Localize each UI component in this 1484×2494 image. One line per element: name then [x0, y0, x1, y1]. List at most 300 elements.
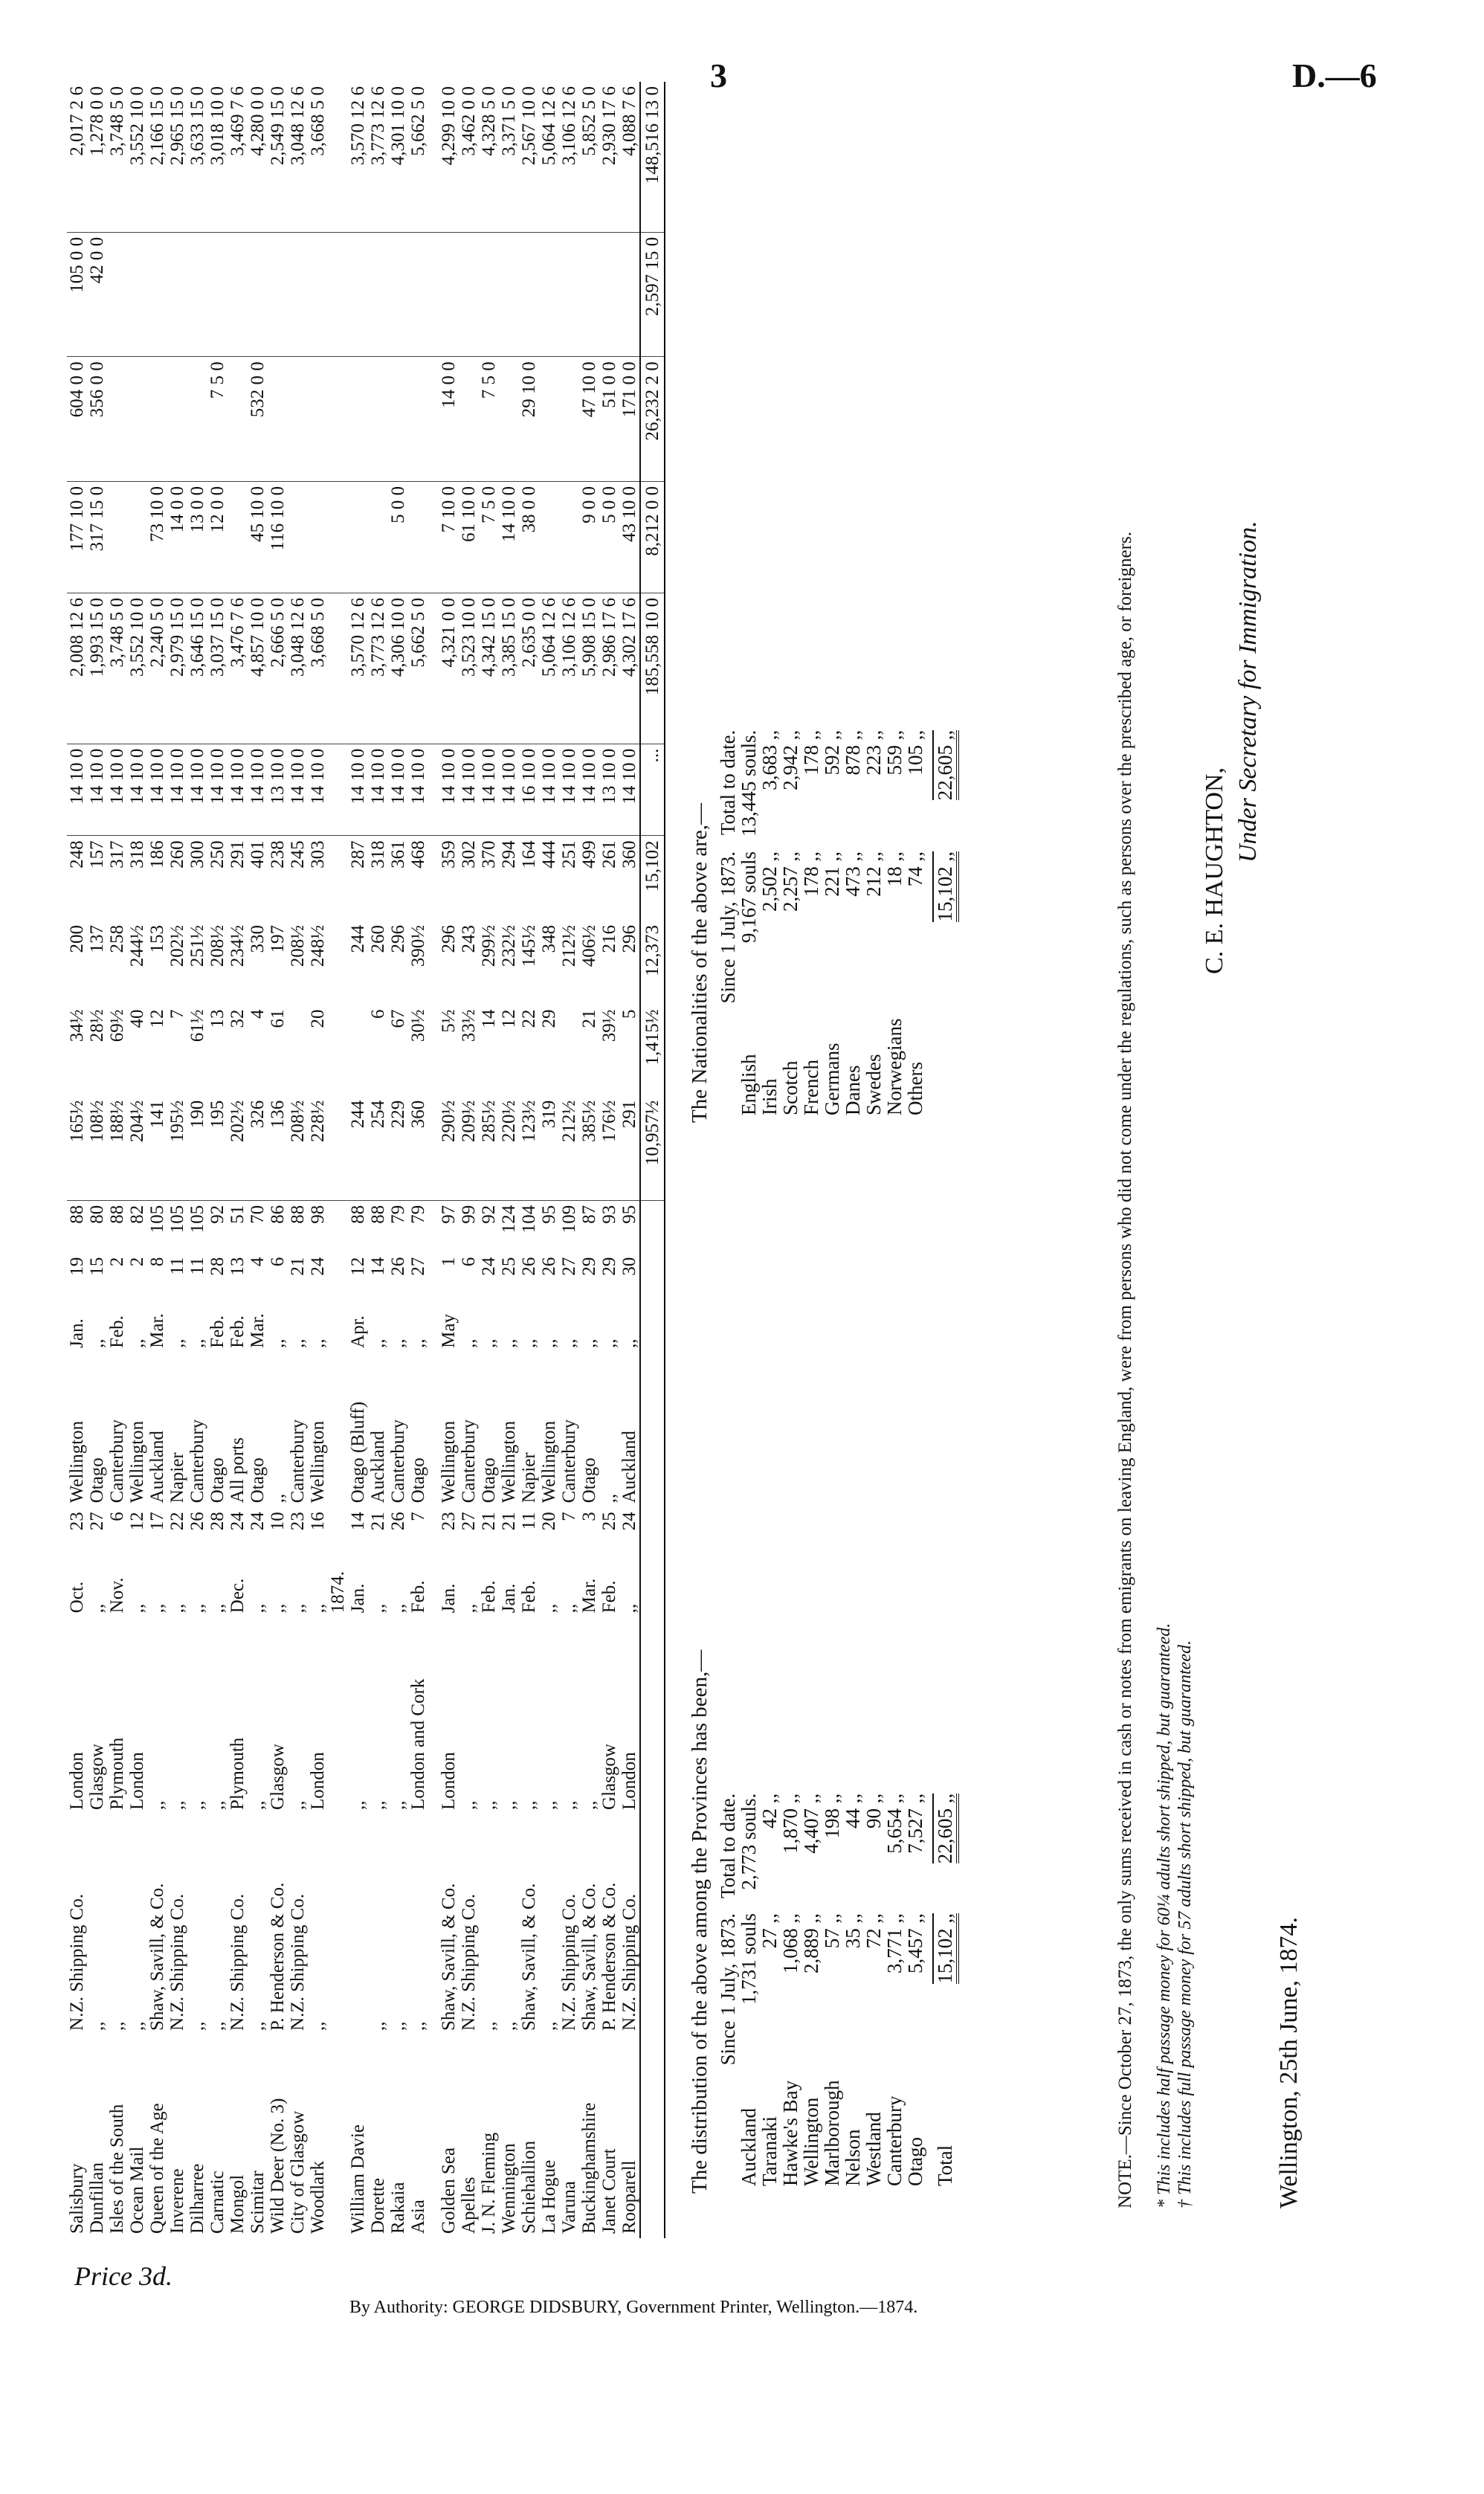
- cell-dest: Wellington: [67, 1420, 87, 1504]
- cell-ship: [328, 2035, 348, 2238]
- cell-c4: 444: [539, 840, 559, 869]
- cell-c1: 165½: [67, 1096, 87, 1201]
- cell-r1: 13 10 0: [599, 744, 619, 836]
- cell-am: ,,: [519, 1338, 539, 1348]
- cell-am: ,,: [599, 1338, 619, 1348]
- cell-agent: ,,: [308, 2021, 328, 2031]
- cell-sdd: 27: [87, 1512, 107, 1531]
- cell-c4: [328, 836, 348, 921]
- table-row: [368, 82, 388, 2238]
- cell-r1: 14 10 0: [539, 744, 559, 836]
- cell-c1: 254: [368, 1096, 388, 1201]
- cell-r5: [368, 232, 388, 357]
- cell-sd: ,,: [248, 1603, 268, 1614]
- table-row: [308, 82, 328, 2238]
- cell-ship: Dilharree: [187, 2163, 207, 2234]
- cell-dest: Otago: [207, 1457, 228, 1504]
- total-r6: 148,516 13 0: [640, 82, 665, 232]
- cell-r3: 13 0 0: [187, 481, 207, 593]
- cell-r5: [559, 232, 579, 357]
- cell-r2: 4,342 15 0: [479, 593, 499, 744]
- cell-r1: 14 10 0: [288, 744, 308, 836]
- table-row: [207, 82, 228, 2238]
- cell-days: 124: [499, 1205, 519, 1234]
- cell-r6: 3,773 12 6: [368, 82, 388, 232]
- distribution-header-row: [717, 1786, 738, 2194]
- cell-ship: Carnatic: [207, 2171, 228, 2234]
- distribution-total_since: [926, 1906, 955, 2073]
- distribution-row: [738, 1786, 759, 2194]
- nationalities-since: 2,502 ,,: [758, 851, 781, 912]
- cell-am: ,,: [187, 1338, 207, 1348]
- cell-c4: 164: [519, 840, 539, 869]
- distribution-row: [905, 1786, 926, 2194]
- cell-r4: 356 0 0: [87, 357, 107, 482]
- cell-sdd: 21: [479, 1512, 499, 1531]
- signatory-title: Under Secretary for Immigration.: [1234, 521, 1262, 863]
- cell-port: [428, 1617, 439, 1814]
- cell-dest: Auckland: [147, 1431, 167, 1504]
- cell-c3: 251½: [187, 925, 207, 967]
- page-reference: D.—6: [1292, 57, 1377, 94]
- distribution-title: The distribution of the above among the Provinces has been,—: [688, 1649, 712, 2194]
- cell-c1: 108½: [87, 1096, 107, 1201]
- cell-r4: [539, 357, 559, 482]
- cell-sd: Feb.: [599, 1580, 619, 1614]
- cell-r6: 3,633 15 0: [187, 82, 207, 232]
- distribution-total_total: [926, 1786, 955, 1906]
- distribution-row: [884, 1786, 905, 2194]
- distribution-row: [759, 1786, 780, 2194]
- cell-days: 88: [67, 1205, 87, 1224]
- cell-r3: [127, 481, 147, 593]
- cell-r4: [147, 357, 167, 482]
- table-row: [619, 82, 640, 2238]
- nationalities-total: 13,445 souls.: [738, 729, 760, 837]
- cell-c1: 136: [268, 1096, 288, 1201]
- cell-r1: 13 10 0: [268, 744, 288, 836]
- cell-ship: Scimitar: [248, 2171, 268, 2234]
- cell-c1: 360: [408, 1096, 428, 1201]
- cell-days: 88: [368, 1205, 388, 1224]
- distribution-row: [863, 1786, 884, 2194]
- total-r1: ...: [640, 744, 665, 836]
- cell-r6: 3,371 5 0: [499, 82, 519, 232]
- cell-port: London: [127, 1752, 147, 1810]
- cell-ad: 14: [368, 1257, 388, 1276]
- cell-ship: J. N. Fleming: [479, 2132, 499, 2234]
- cell-days: 92: [207, 1205, 228, 1224]
- cell-r2: 3,748 5 0: [107, 593, 127, 744]
- cell-c3: 212½: [559, 925, 579, 967]
- nationalities-row: [801, 723, 822, 1123]
- cell-r1: 14 10 0: [67, 744, 87, 836]
- cell-agent: N.Z. Shipping Co.: [619, 1893, 639, 2031]
- cell-r1: [428, 744, 439, 836]
- cell-r2: 2,008 12 6: [67, 593, 87, 744]
- cell-r4: 604 0 0: [67, 357, 87, 482]
- distribution-name: Wellington: [800, 2097, 822, 2186]
- cell-c3: 200: [67, 925, 87, 953]
- cell-ship: City of Glasgow: [288, 2110, 308, 2234]
- nationalities-total: 223 ,,: [862, 729, 885, 776]
- cell-r6: 4,280 0 0: [248, 82, 268, 232]
- cell-c3: 299½: [479, 925, 499, 967]
- cell-ship: Rooparell: [619, 2160, 639, 2234]
- total-sd: [640, 1546, 665, 1617]
- cell-c1: 228½: [308, 1096, 328, 1201]
- cell-r6: 3,106 12 6: [559, 82, 579, 232]
- cell-c4: 300: [187, 840, 207, 869]
- cell-r6: 2,549 15 0: [268, 82, 288, 232]
- cell-days: [428, 1200, 439, 1252]
- cell-c4: 245: [288, 840, 308, 869]
- table-row: [579, 82, 599, 2238]
- cell-r2: 4,321 0 0: [439, 593, 459, 744]
- nationalities-total: 178 ,,: [800, 729, 822, 776]
- cell-days: 88: [288, 1205, 308, 1224]
- printer-line: By Authority: GEORGE DIDSBURY, Government Printer, Wellington.—1874.: [349, 2298, 918, 2317]
- cell-r1: 14 10 0: [187, 744, 207, 836]
- cell-r3: 14 10 0: [499, 481, 519, 593]
- cell-sd: ,,: [288, 1603, 308, 1614]
- cell-agent: P. Henderson & Co.: [599, 1882, 619, 2031]
- cell-c2: 29: [539, 1009, 559, 1028]
- cell-agent: ,,: [207, 2021, 228, 2031]
- cell-r4: [499, 357, 519, 482]
- cell-c2: 22: [519, 1009, 539, 1028]
- cell-c1: 141: [147, 1096, 167, 1201]
- cell-ad: 19: [67, 1257, 87, 1276]
- cell-r4: [268, 357, 288, 482]
- cell-r5: [579, 232, 599, 357]
- cell-ship: Rakaia: [388, 2182, 408, 2234]
- cell-sd: [428, 1546, 439, 1617]
- cell-c3: 330: [248, 925, 268, 953]
- cell-sd: Jan.: [348, 1583, 368, 1614]
- cell-sdd: 21: [368, 1512, 388, 1531]
- cell-r2: 3,037 15 0: [207, 593, 228, 744]
- cell-c2: 34½: [67, 1009, 87, 1043]
- cell-c2: 69½: [107, 1009, 127, 1043]
- cell-am: ,,: [499, 1338, 519, 1348]
- cell-r2: 3,570 12 6: [348, 593, 368, 744]
- cell-c2: 12: [499, 1009, 519, 1028]
- cell-r6: 2,930 17 6: [599, 82, 619, 232]
- cell-c4: 302: [459, 840, 479, 869]
- nationalities-blank: [926, 1011, 955, 1123]
- cell-sdd: 23: [288, 1512, 308, 1531]
- cell-port: ,,: [579, 1800, 599, 1810]
- table-row: [87, 82, 107, 2238]
- cell-r4: [408, 357, 428, 482]
- cell-days: 97: [439, 1205, 459, 1224]
- cell-am: Jan.: [67, 1318, 87, 1348]
- cell-r5: [308, 232, 328, 357]
- cell-r6: 4,299 10 0: [439, 82, 459, 232]
- cell-days: 105: [147, 1205, 167, 1234]
- cell-c2: 33½: [459, 1009, 479, 1043]
- table-row: [459, 82, 479, 2238]
- cell-r4: 47 10 0: [579, 357, 599, 482]
- cell-sd: ,,: [268, 1603, 288, 1614]
- cell-r3: 7 10 0: [439, 481, 459, 593]
- cell-r1: 14 10 0: [127, 744, 147, 836]
- table-row: [127, 82, 147, 2238]
- cell-agent: ,,: [499, 2021, 519, 2031]
- table-row: [539, 82, 559, 2238]
- cell-r3: 61 10 0: [459, 481, 479, 593]
- cell-sd: ,,: [539, 1603, 559, 1614]
- distribution-total: 90 ,,: [862, 1793, 885, 1828]
- cell-sd: ,,: [187, 1603, 207, 1614]
- cell-ad: 30: [619, 1257, 639, 1276]
- cell-am: ,,: [539, 1338, 559, 1348]
- cell-c1: 212½: [559, 1096, 579, 1201]
- cell-r2: 2,979 15 0: [167, 593, 187, 744]
- cell-sd: Jan.: [439, 1583, 459, 1614]
- cell-c4: 261: [599, 840, 619, 869]
- cell-ad: 29: [599, 1257, 619, 1276]
- cell-r4: 7 5 0: [479, 357, 499, 482]
- cell-agent: ,,: [87, 2021, 107, 2031]
- cell-port: Glasgow: [268, 1744, 288, 1810]
- distribution-total: 44 ,,: [842, 1793, 864, 1828]
- cell-days: 109: [559, 1205, 579, 1234]
- cell-c3: 244½: [127, 925, 147, 967]
- cell-c3: 153: [147, 925, 167, 953]
- cell-r5: [388, 232, 408, 357]
- cell-r5: [408, 232, 428, 357]
- cell-c3: 197: [268, 925, 288, 953]
- cell-r2: 5,908 15 0: [579, 593, 599, 744]
- cell-ad: [428, 1253, 439, 1292]
- cell-port: ,,: [539, 1800, 559, 1810]
- cell-r6: [328, 82, 348, 232]
- cell-c4: 186: [147, 840, 167, 869]
- nationalities-name: English: [738, 1054, 760, 1115]
- cell-am: May: [439, 1314, 459, 1348]
- distribution-since: 1,068 ,,: [779, 1913, 801, 1974]
- cell-r4: [388, 357, 408, 482]
- table-row: [107, 82, 127, 2238]
- cell-r1: 14 10 0: [348, 744, 368, 836]
- table-row: [559, 82, 579, 2238]
- cell-sdd: 23: [67, 1512, 87, 1531]
- cell-agent: N.Z. Shipping Co.: [228, 1893, 248, 2031]
- nationalities-name: Others: [904, 1062, 926, 1115]
- cell-am: ,,: [479, 1338, 499, 1348]
- cell-sd: ,,: [559, 1603, 579, 1614]
- cell-r2: 3,646 15 0: [187, 593, 207, 744]
- cell-r3: 45 10 0: [248, 481, 268, 593]
- cell-am: Mar.: [147, 1313, 167, 1348]
- table-year-row: [428, 82, 439, 2238]
- cell-ad: 11: [187, 1257, 207, 1275]
- cell-port: ,,: [248, 1800, 268, 1810]
- cell-dest: ,,: [599, 1493, 619, 1504]
- cell-port: London: [439, 1752, 459, 1810]
- cell-c1: 202½: [228, 1096, 248, 1201]
- cell-c3: 296: [439, 925, 459, 953]
- cell-c4: 260: [167, 840, 187, 869]
- total-r4: 26,232 2 0: [640, 357, 665, 482]
- nationalities-total: 105 ,,: [904, 729, 926, 776]
- cell-r2: 2,666 5 0: [268, 593, 288, 744]
- cell-ad: 11: [167, 1257, 187, 1275]
- cell-c4: 370: [479, 840, 499, 869]
- cell-r3: 5 0 0: [599, 481, 619, 593]
- cell-ship: Schiehallion: [519, 2141, 539, 2234]
- cell-sd: Feb.: [479, 1580, 499, 1614]
- total-r2: 185,558 10 0: [640, 593, 665, 744]
- cell-r3: 177 10 0: [67, 481, 87, 593]
- cell-r5: [187, 232, 207, 357]
- cell-days: 95: [539, 1205, 559, 1224]
- cell-r3: [408, 481, 428, 593]
- cell-agent: ,,: [408, 2021, 428, 2031]
- cell-ship: La Hogue: [539, 2159, 559, 2234]
- cell-days: 51: [228, 1205, 248, 1224]
- cell-ship: Buckinghamshire: [579, 2102, 599, 2234]
- cell-r2: 4,857 10 0: [248, 593, 268, 744]
- cell-r1: 14 10 0: [107, 744, 127, 836]
- cell-am: ,,: [408, 1338, 428, 1348]
- cell-c3: 244: [348, 925, 368, 953]
- cell-c3: 208½: [288, 925, 308, 967]
- cell-c2: 6: [368, 1009, 388, 1019]
- cell-r1: 14 10 0: [147, 744, 167, 836]
- cell-dest: All ports: [228, 1437, 248, 1504]
- cell-dest: Napier: [519, 1452, 539, 1504]
- cell-ship: Wild Deer (No. 3): [268, 2098, 288, 2234]
- cell-c2: 4: [248, 1009, 268, 1019]
- distribution-name: Westland: [862, 2112, 885, 2186]
- distribution-total: 5,654 ,,: [883, 1793, 906, 1854]
- distribution-since: 27 ,,: [758, 1913, 781, 1949]
- nationalities-total_since-value: 15,102 ,,: [932, 851, 959, 922]
- cell-ad: 24: [308, 1257, 328, 1276]
- nationalities-name: Swedes: [862, 1054, 885, 1115]
- cell-r5: [539, 232, 559, 357]
- cell-r1: 14 10 0: [408, 744, 428, 836]
- cell-ship: Mongol: [228, 2174, 248, 2234]
- nationalities-header-blank: [717, 1011, 738, 1123]
- cell-r3: 9 0 0: [579, 481, 599, 593]
- cell-r1: 14 10 0: [248, 744, 268, 836]
- cell-r1: 14 10 0: [439, 744, 459, 836]
- cell-ship: Janet Court: [599, 2148, 619, 2234]
- cell-port: ,,: [368, 1800, 388, 1810]
- cell-r3: [228, 481, 248, 593]
- cell-r5: [479, 232, 499, 357]
- nationalities-row: [780, 723, 801, 1123]
- cell-r2: 3,106 12 6: [559, 593, 579, 744]
- table-row: [499, 82, 519, 2238]
- cell-r2: 3,773 12 6: [368, 593, 388, 744]
- cell-port: ,,: [348, 1800, 368, 1810]
- cell-sd: ,,: [459, 1603, 479, 1614]
- cell-c1: 204½: [127, 1096, 147, 1201]
- cell-sdd: 7: [408, 1512, 428, 1521]
- nationalities-since: 178 ,,: [800, 851, 822, 897]
- cell-r2: 2,986 17 6: [599, 593, 619, 744]
- cell-ad: 2: [107, 1257, 127, 1267]
- cell-c3: 406½: [579, 925, 599, 967]
- cell-am: ,,: [559, 1338, 579, 1348]
- nationalities-row: [822, 723, 842, 1123]
- cell-r1: 14 10 0: [619, 744, 640, 836]
- cell-dest: Otago: [248, 1457, 268, 1504]
- nationalities-since: 18 ,,: [883, 851, 906, 887]
- distribution-header-col2: Total to date.: [717, 1793, 739, 1899]
- cell-agent: ,,: [539, 2021, 559, 2031]
- cell-r6: 2,965 15 0: [167, 82, 187, 232]
- cell-r4: [187, 357, 207, 482]
- cell-c3: 232½: [499, 925, 519, 967]
- cell-am: Mar.: [248, 1313, 268, 1348]
- cell-r5: [228, 232, 248, 357]
- cell-c2: [559, 1005, 579, 1095]
- cell-agent: [328, 1814, 348, 2035]
- cell-r2: 5,064 12 6: [539, 593, 559, 744]
- cell-am: ,,: [308, 1338, 328, 1348]
- cell-dest: Wellington: [308, 1420, 328, 1504]
- cell-dest: Otago: [479, 1457, 499, 1504]
- cell-sdd: 27: [459, 1512, 479, 1531]
- cell-dest: [428, 1353, 439, 1507]
- cell-am: Feb.: [228, 1315, 248, 1348]
- cell-r5: [439, 232, 459, 357]
- cell-dest: Otago: [408, 1457, 428, 1504]
- cell-c1: 195½: [167, 1096, 187, 1201]
- cell-c3: 390½: [408, 925, 428, 967]
- cell-dest: [328, 1353, 348, 1507]
- cell-am: ,,: [288, 1338, 308, 1348]
- cell-c2: [348, 1005, 368, 1095]
- cell-c4: 318: [127, 840, 147, 869]
- nationalities-since: 74 ,,: [904, 851, 926, 887]
- cell-port: ,,: [147, 1800, 167, 1810]
- cell-r1: 14 10 0: [368, 744, 388, 836]
- nationalities-total: 592 ,,: [821, 729, 843, 776]
- cell-r6: 3,469 7 6: [228, 82, 248, 232]
- table-row: [288, 82, 308, 2238]
- date-line: Wellington, 25th June, 1874.: [1275, 1916, 1303, 2208]
- cell-r2: 3,048 12 6: [288, 593, 308, 744]
- cell-r3: [288, 481, 308, 593]
- distribution-total: 2,773 souls.: [738, 1793, 760, 1890]
- cell-r1: 14 10 0: [499, 744, 519, 836]
- cell-r1: 14 10 0: [228, 744, 248, 836]
- cell-c2: 30½: [408, 1009, 428, 1043]
- cell-ship: [428, 2035, 439, 2238]
- cell-ad: 26: [519, 1257, 539, 1276]
- cell-dest: Canterbury: [288, 1419, 308, 1504]
- cell-port: ,,: [519, 1800, 539, 1810]
- cell-c2: 14: [479, 1009, 499, 1028]
- cell-agent: N.Z. Shipping Co.: [459, 1893, 479, 2031]
- cell-am: [428, 1292, 439, 1353]
- cell-sd: Feb.: [519, 1580, 539, 1614]
- cell-r4: [288, 357, 308, 482]
- cell-c2: [288, 1005, 308, 1095]
- cell-agent: ,,: [127, 2021, 147, 2031]
- cell-days: 95: [619, 1205, 639, 1224]
- cell-c1: [328, 1096, 348, 1201]
- cell-am: ,,: [268, 1338, 288, 1348]
- cell-days: 82: [127, 1205, 147, 1224]
